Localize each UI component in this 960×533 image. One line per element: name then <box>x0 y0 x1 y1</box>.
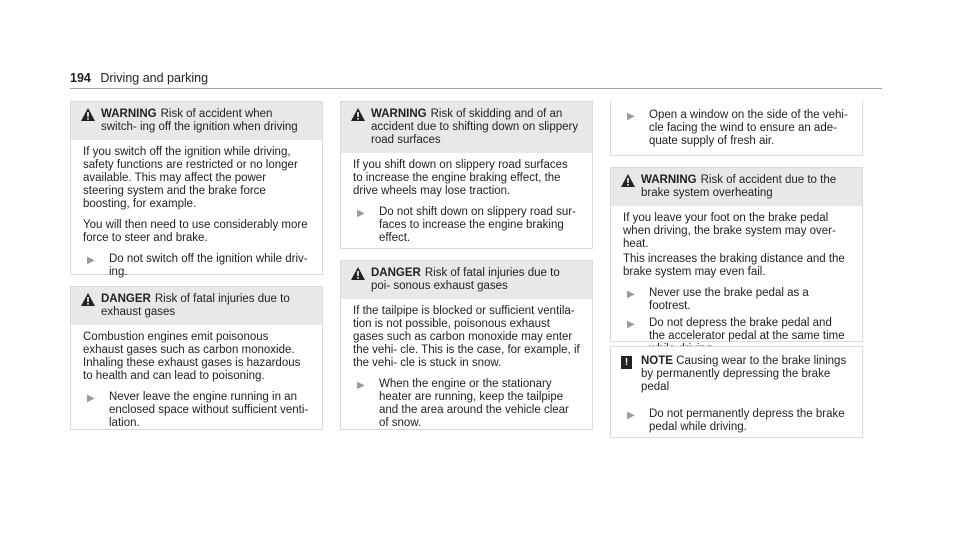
danger-text: If the tailpipe is blocked or sufficient ventila- tion is not possible, poisonous exhaust gases such as carbon monoxide may enter the vehi- cle. This is the case, for example, if the vehi- cle is stuck in snow. <box>353 305 580 369</box>
instruction-step <box>353 206 580 245</box>
step-arrow-icon: ▶ <box>87 393 95 404</box>
warning-text: This increases the braking distance and the brake system may even fail. <box>623 253 845 278</box>
step-arrow-icon: ▶ <box>357 380 365 391</box>
warning-text: If you shift down on slippery road surfaces to increase the engine braking effect, the drive wheels may lose traction. <box>353 159 568 197</box>
step-text: Never leave the engine running in an enclosed space without sufficient venti- lation. <box>109 391 309 429</box>
warning-triangle-icon <box>81 108 95 121</box>
warning-triangle-icon <box>351 108 365 121</box>
step-text: Do not depress the brake pedal and the accelerator pedal at the same time <box>649 317 845 342</box>
warning-label: WARNING <box>371 108 427 120</box>
note-label: NOTE <box>641 355 673 367</box>
warning-label: WARNING <box>641 174 697 186</box>
step-arrow-icon: ▶ <box>627 111 635 122</box>
warning-header <box>341 102 592 153</box>
warning-title: Risk of accident when switch- ing off the ignition when driving <box>101 108 298 133</box>
note-box-brake-linings <box>610 346 863 438</box>
warning-title: Risk of accident due to the brake system overheating <box>641 174 837 199</box>
step-arrow-icon: ▶ <box>357 208 365 219</box>
step-text: Do not switch off the ignition while driv- ing. <box>109 253 308 278</box>
warning-triangle-icon <box>81 293 95 306</box>
warning-text: You will then need to use considerably more force to steer and brake. <box>83 219 308 244</box>
step-arrow-icon: ▶ <box>627 319 635 330</box>
danger-header <box>341 261 592 299</box>
step-text: Open a window on the side of the vehi- cle facing the wind to ensure an ade- quate supply of fresh air. <box>649 109 848 147</box>
note-title: Causing wear to the brake linings by permanently depressing the brake pedal <box>641 355 847 393</box>
header-divider <box>70 88 882 89</box>
step-arrow-icon: ▶ <box>627 410 635 421</box>
step-arrow-icon: ▶ <box>87 255 95 266</box>
warning-header <box>611 168 862 206</box>
danger-label: DANGER <box>371 267 421 279</box>
note-exclamation-icon: ! <box>621 356 632 369</box>
warning-header <box>71 102 322 140</box>
instruction-step <box>83 391 310 430</box>
page-header <box>70 71 208 85</box>
instruction-step <box>623 287 850 313</box>
page-number: 194 <box>70 71 91 85</box>
danger-box-exhaust <box>70 286 323 430</box>
warning-text: If you switch off the ignition while driving, safety functions are restricted or no longer available. This may affect the power steering system and the brake force boosting, for example. <box>83 146 298 210</box>
instruction-step <box>623 109 850 148</box>
step-text: Never use the brake pedal as a footrest. <box>649 287 809 312</box>
step-arrow-icon: ▶ <box>627 289 635 300</box>
warning-box-brake-overheating <box>610 167 863 342</box>
warning-box-skidding <box>340 101 593 249</box>
section-title: Driving and parking <box>100 71 209 85</box>
step-text: Do not shift down on slippery road sur- faces to increase the engine braking effect. <box>379 206 576 244</box>
danger-title: Risk of fatal injuries due to poi- sonous exhaust gases <box>371 267 560 292</box>
danger-text: Combustion engines emit poisonous exhaust gases such as carbon monoxide. Inhaling these exhaust gases is hazardous to health and can lead to poisoning. <box>83 331 301 382</box>
step-text: Do not permanently depress the brake pedal while driving. <box>649 408 845 433</box>
warning-triangle-icon <box>621 174 635 187</box>
danger-box-tailpipe <box>340 260 593 430</box>
warning-text: If you leave your foot on the brake pedal when driving, the brake system may over- heat. <box>623 212 836 250</box>
instruction-step <box>83 253 310 279</box>
warning-box-ignition <box>70 101 323 278</box>
warning-title: Risk of skidding and of an accident due to shifting down on slippery road surfaces <box>371 108 579 146</box>
instruction-step <box>623 408 850 434</box>
danger-header <box>71 287 322 325</box>
warning-label: WARNING <box>101 108 157 120</box>
danger-title: Risk of fatal injuries due to exhaust gases <box>101 293 290 318</box>
danger-label: DANGER <box>101 293 151 305</box>
continuation-box <box>610 101 863 156</box>
instruction-step <box>353 378 580 430</box>
step-text: When the engine or the stationary heater are running, keep the tailpipe and the area around the vehicle clear of snow. <box>379 378 569 429</box>
warning-triangle-icon <box>351 267 365 280</box>
